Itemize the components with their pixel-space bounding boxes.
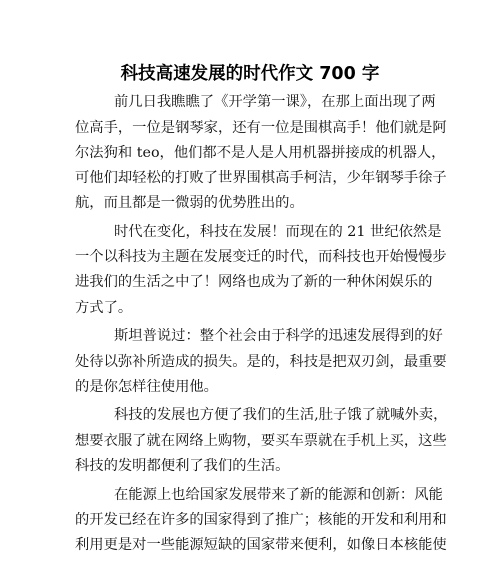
text-line: 斯坦普说过：整个社会由于科学的迅速发展得到的好 [114, 328, 443, 344]
text-line: 的开发已经在许多的国家得到了推广；核能的开发和利用和 [75, 512, 447, 528]
text-line: 处待以弥补所造成的损失。是的，科技是把双刃剑，最重要 [75, 354, 447, 370]
text-line: 尔法狗和 teo，他们都不是人是人用机器拼接成的机器人， [75, 145, 446, 161]
text-line: 的是你怎样往使用他。 [75, 379, 218, 395]
text-line: 进我们的生活之中了！网络也成为了新的一种休闲娱乐的 [75, 274, 433, 290]
text-line: 科技的发明都便利了我们的生活。 [75, 458, 290, 474]
text-line: 科技的发展也方便了我们的生活,肚子饿了就喊外卖， [114, 407, 448, 423]
text-line: 时代在变化，科技在发展！而现在的 21 世纪依然是 [114, 224, 442, 240]
text-line: 想要衣服了就在网络上购物，要买车票就在手机上买，这些 [75, 433, 447, 449]
text-line: 航，而且都是一微弱的优势胜出的。 [75, 195, 304, 211]
document-title: 科技高速发展的时代作文 700 字 [120, 64, 380, 84]
text-line: 一个以科技为主题在发展变迁的时代，而科技也开始慢慢步 [75, 249, 447, 265]
text-line: 利用更是对一些能源短缺的国家带来便利，如像日本核能使 [75, 537, 447, 553]
text-line: 方式了。 [75, 300, 133, 316]
text-line: 可他们却轻松的打败了世界围棋高手柯洁，少年钢琴手徐子 [75, 170, 447, 186]
text-line: 前几日我瞧瞧了《开学第一课》，在那上面出现了两 [114, 94, 436, 110]
text-line: 在能源上也给国家发展带来了新的能源和创新：风能 [114, 487, 443, 503]
text-line: 位高手，一位是钢琴家，还有一位是围棋高手！他们就是阿 [75, 120, 447, 136]
